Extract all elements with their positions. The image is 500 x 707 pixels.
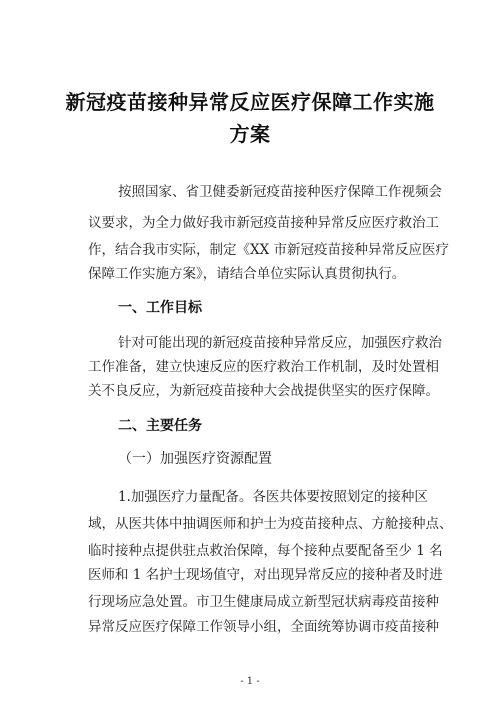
section2-line: 医师和 1 名护士现场值守，对出现异常反应的接种者及时进 bbox=[88, 567, 443, 583]
section2-line: 异常反应医疗保障工作领导小组，全面统筹协调市疫苗接种 bbox=[88, 619, 439, 635]
document-title-line1: 新冠疫苗接种异常反应医疗保障工作实施 bbox=[65, 90, 435, 114]
page-number: - 1 - bbox=[240, 676, 260, 687]
section2-line: 1.加强医疗力量配备。各医共体要按照划定的接种区 bbox=[118, 489, 428, 505]
section2-line: 行现场应急处置。市卫生健康局成立新型冠状病毒疫苗接种 bbox=[88, 594, 439, 610]
section1-line: 针对可能出现的新冠疫苗接种异常反应，加强医疗救治 bbox=[118, 335, 442, 351]
section2-line: 临时接种点提供驻点救治保障，每个接种点要配备至少 1 名 bbox=[88, 543, 443, 559]
intro-line: 保障工作实施方案》，请结合单位实际认真贯彻执行。 bbox=[88, 266, 406, 282]
document-title-line2: 方案 bbox=[229, 122, 271, 146]
section2-heading: 二、主要任务 bbox=[118, 418, 202, 434]
section2-line: 域，从医共体中抽调医师和护士为疫苗接种点、方舱接种点、 bbox=[88, 516, 453, 532]
section1-line: 工作准备，建立快速反应的医疗救治工作机制，及时处置相 bbox=[88, 359, 439, 375]
section2-subheading: （一）加强医疗资源配置 bbox=[118, 451, 272, 467]
section1-line: 关不良反应，为新冠疫苗接种大会战提供坚实的医疗保障。 bbox=[88, 383, 439, 399]
intro-line: 按照国家、省卫健委新冠疫苗接种医疗保障工作视频会 bbox=[118, 184, 442, 200]
section1-heading: 一、工作目标 bbox=[118, 300, 202, 316]
intro-line: 议要求，为全力做好我市新冠疫苗接种异常反应医疗救治工 bbox=[88, 215, 439, 231]
intro-line: 作，结合我市实际，制定《XX 市新冠疫苗接种异常反应医疗 bbox=[88, 242, 450, 258]
